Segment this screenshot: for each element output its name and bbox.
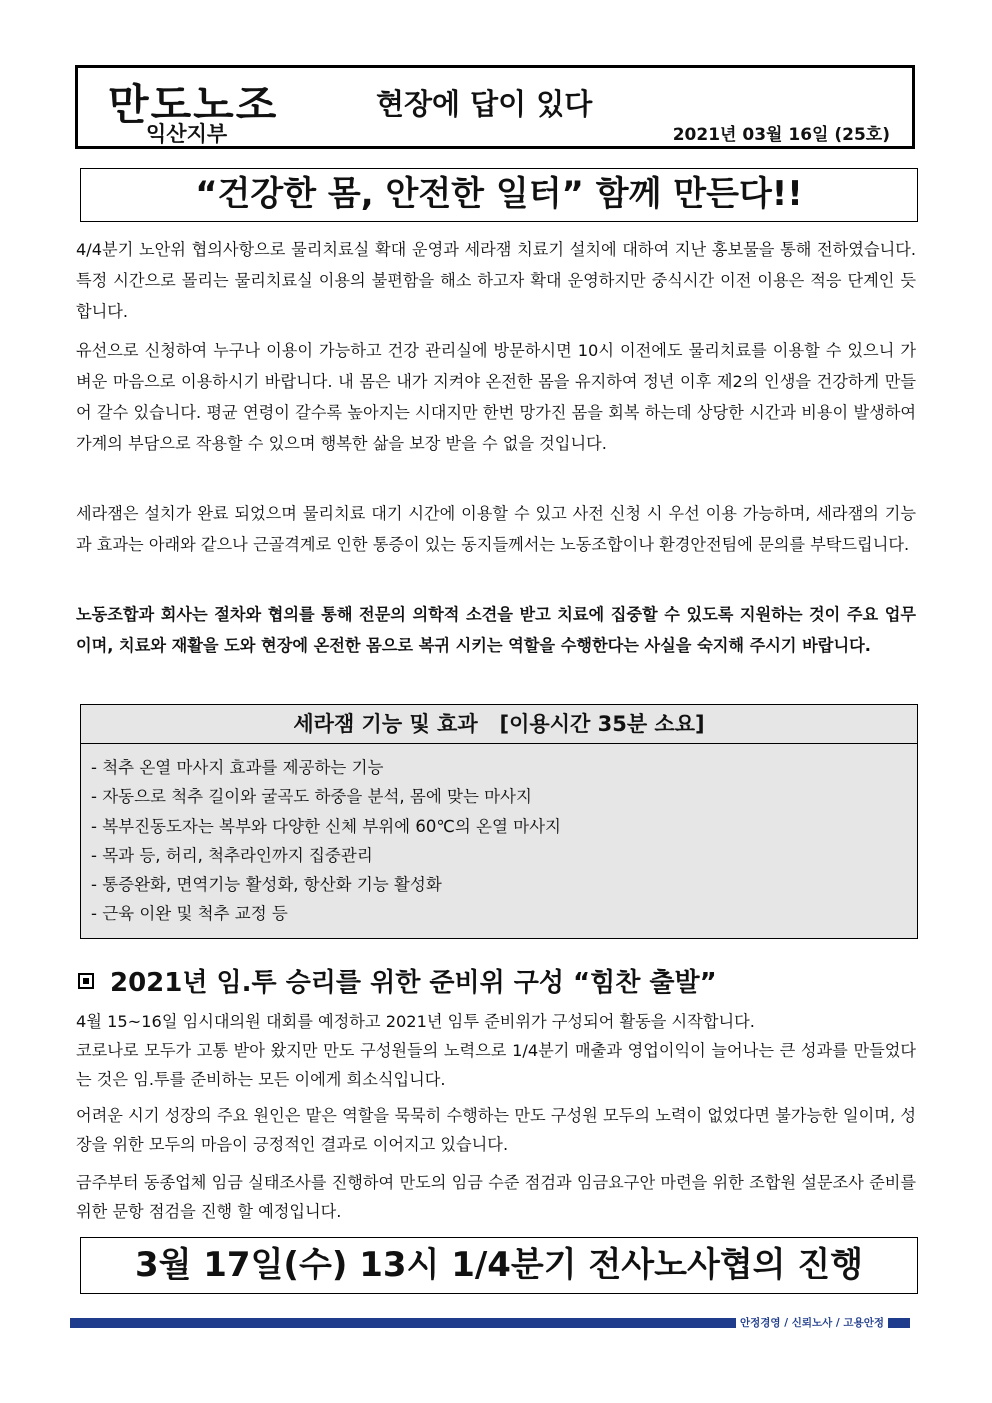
paragraph-7: 금주부터 동종업체 임금 실태조사를 진행하여 만도의 임금 수준 점검과 임금요구안 마련을 위한 조합원 설문조사 준비를 위한 문항 점검을 진행 할 예정입니다. xyxy=(76,1173,916,1221)
section-title: 2021년 임.투 승리를 위한 준비위 구성 “힘찬 출발” xyxy=(110,968,717,998)
paragraph-6: 어려운 시기 성장의 주요 원인은 맡은 역할을 묵묵히 수행하는 만도 구성원 모두의 노력이 없었다면 불가능한 일이며, 성장을 위한 모두의 마음이 긍정적인 결과로 이어지고 있습니다. xyxy=(76,1106,916,1154)
paragraph-emphasis: 노동조합과 회사는 절차와 협의를 통해 전문의 의학적 소견을 받고 치료에 집중할 수 있도록 지원하는 것이 주요 업무이며, 치료와 재활을 도와 현장에 온전한 몸으로 복귀 시키는 역할을 수행한다는 사실을 숙지해 주시기 바랍니다. xyxy=(76,605,916,655)
paragraph-5: 코로나로 모두가 고통 받아 왔지만 만도 구성원들의 노력으로 1/4분기 매출과 영업이익이 늘어나는 큰 성과를 만들었다는 것은 임.투를 준비하는 모든 이에게 희소식입니다. xyxy=(76,1041,916,1089)
issue-date: 2021년 03월 16일 (25호) xyxy=(672,125,890,145)
info-box-title: 세라잼 기능 및 효과 [이용시간 35분 소요] xyxy=(81,705,917,744)
paragraph-1: 4/4분기 노안위 협의사항으로 물리치료실 확대 운영과 세라잼 치료기 설치에 대하여 지난 홍보물을 통해 전하였습니다. 특정 시간으로 몰리는 물리치료실 이용의 불편함을 해소 하고자 확대 운영하지만 중식시간 이전 이용은 적응 단계인 듯합니다. xyxy=(76,240,916,321)
square-bullet-icon xyxy=(78,973,94,989)
headline: “건강한 몸, 안전한 일터” 함께 만든다!! xyxy=(80,168,918,222)
slogan: 현장에 답이 있다 xyxy=(376,87,593,121)
paragraph-4: 4월 15~16일 임시대의원 대회를 예정하고 2021년 임투 준비위가 구성되어 활동을 시작합니다. xyxy=(76,1012,755,1031)
list-item: - 자동으로 척추 길이와 굴곡도 하중을 분석, 몸에 맞는 마사지 xyxy=(91,787,532,807)
branch-name: 익산지부 xyxy=(146,122,228,146)
paragraph-2: 유선으로 신청하여 누구나 이용이 가능하고 건강 관리실에 방문하시면 10시 이전에도 물리치료를 이용할 수 있으니 가벼운 마음으로 이용하시기 바랍니다. 내 몸은 내가 지켜야 온전한 몸을 유지하여 정년 이후 제2의 인생을 건강하게 만들어 갈수 있습니다. 평균 연령이 갈수록 높아지는 시대지만 한번 망가진 몸을 회복 하는데 상당한 시간과 비용이 발생하여 가계의 부담으로 작용할 수 있으며 행복한 삶을 보장 받을 수 없을 것입니다. xyxy=(76,341,916,453)
union-name: 만도노조 xyxy=(108,80,279,129)
cerajem-info-box xyxy=(80,704,918,939)
paragraph-3: 세라잼은 설치가 완료 되었으며 물리치료 대기 시간에 이용할 수 있고 사전 신청 시 우선 이용 가능하며, 세라잼의 기능과 효과는 아래와 같으나 근골격계로 인한 통증이 있는 동지들께서는 노동조합이나 환경안전팀에 문의를 부탁드립니다. xyxy=(76,504,916,554)
section-heading xyxy=(78,962,717,999)
list-item: - 복부진동도자는 복부와 다양한 신체 부위에 60℃의 온열 마사지 xyxy=(91,816,561,836)
footer-motto: 안정경영 / 신뢰노사 / 고용안정 xyxy=(736,1314,888,1332)
list-item: - 척추 온열 마사지 효과를 제공하는 기능 xyxy=(91,758,384,777)
list-item: - 목과 등, 허리, 척추라인까지 집중관리 xyxy=(91,845,373,865)
list-item: - 근육 이완 및 척추 교정 등 xyxy=(91,904,288,924)
masthead xyxy=(75,65,915,149)
info-box-list xyxy=(81,744,917,929)
list-item: - 통증완화, 면역기능 활성화, 항산화 기능 활성화 xyxy=(91,875,442,895)
meeting-notice: 3월 17일(수) 13시 1/4분기 전사노사협의 진행 xyxy=(80,1237,918,1294)
